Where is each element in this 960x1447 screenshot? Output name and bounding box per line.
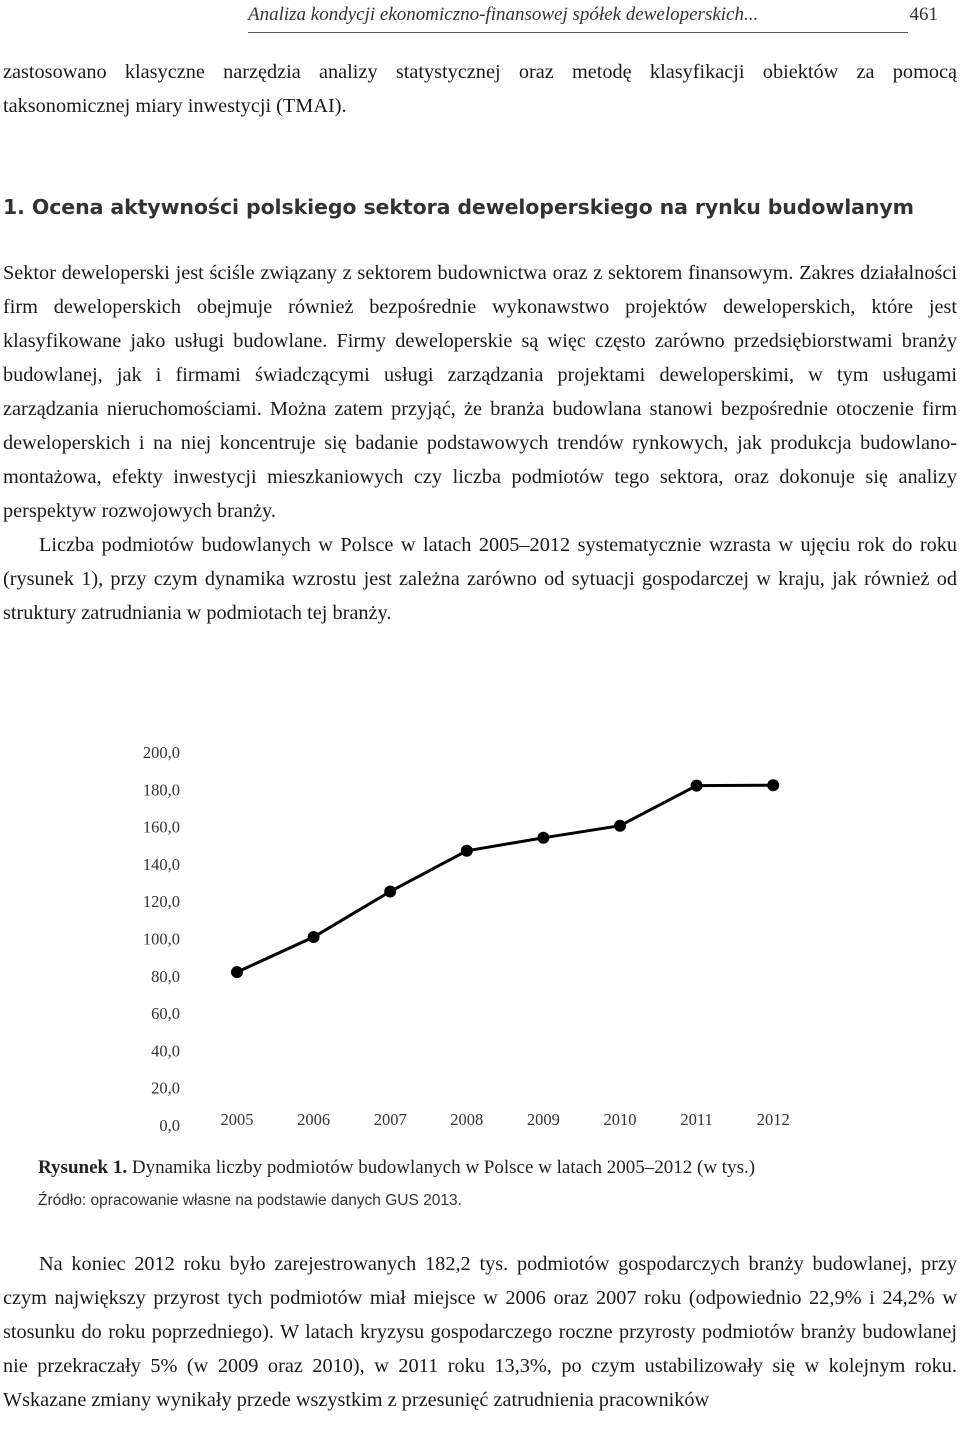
page-number: 461 xyxy=(909,4,938,25)
y-tick-label: 120,0 xyxy=(142,892,180,912)
series-line xyxy=(237,785,773,972)
data-point xyxy=(767,779,779,791)
y-tick-label: 0,0 xyxy=(159,1116,180,1135)
y-tick-label: 20,0 xyxy=(151,1078,180,1098)
header-rule xyxy=(248,32,908,33)
x-tick-label: 2005 xyxy=(220,1110,254,1129)
y-tick-label: 140,0 xyxy=(142,854,180,874)
x-tick-label: 2011 xyxy=(680,1110,713,1129)
series-markers xyxy=(231,779,779,978)
figure-source: Źródło: opracowanie własne na podstawie danych GUS 2013. xyxy=(38,1192,462,1209)
figure-caption-label: Rysunek 1. xyxy=(38,1157,128,1178)
x-tick-label: 2010 xyxy=(603,1110,637,1129)
y-tick-label: 80,0 xyxy=(151,966,180,986)
data-point xyxy=(308,931,320,943)
data-point xyxy=(614,820,626,832)
y-tick-label: 160,0 xyxy=(142,817,180,837)
x-tick-label: 2008 xyxy=(450,1110,484,1129)
y-tick-label: 60,0 xyxy=(151,1004,180,1024)
closing-paragraph: Na koniec 2012 roku było zarejestrowanych 182,2 tys. podmiotów gospodarczych branży budowlanej, przy czym największy przyrost tych podmiotów miał miejsce w 2006 oraz 2007 roku (odpowiednio 22,9% i 24,2% w stosunku do roku poprzedniego). W latach kryzysu gospodarczego roczne przyrosty podmiotów branży budowlanej nie przekraczały 5% (w 2009 oraz 2010), w 2011 roku 13,3%, po czym ustabilizowały się w kolejnym roku. Wskazane zmiany wynikały przede wszystkim z przesunięć zatrudnienia pracowników xyxy=(3,1253,957,1411)
y-tick-label: 40,0 xyxy=(151,1041,180,1061)
running-header xyxy=(248,2,938,32)
y-tick-label: 180,0 xyxy=(142,780,180,800)
y-tick-label: 200,0 xyxy=(142,743,180,762)
x-tick-label: 2006 xyxy=(297,1110,331,1129)
intro-paragraph: zastosowano klasyczne narzędzia analizy statystycznej oraz metodę klasyfikacji obiektów za pomocą taksonomicznej miary inwestycji (TMAI). xyxy=(3,61,957,117)
section-paragraph-2: Liczba podmiotów budowlanych w Polsce w latach 2005–2012 systematycznie wzrasta w ujęciu rok do roku (rysunek 1), przy czym dynamika wzrostu jest zależna zarówno od sytuacji gospodarczej w kraju, jak również od struktury zatrudniania w podmiotach tej branży. xyxy=(3,534,957,624)
x-axis-tick-labels xyxy=(221,1110,790,1129)
y-tick-label: 100,0 xyxy=(142,929,180,949)
data-point xyxy=(384,886,396,898)
section-heading: 1. Ocena aktywności polskiego sektora deweloperskiego na rynku budowlanym xyxy=(3,195,914,219)
line-chart xyxy=(0,730,960,1140)
x-tick-label: 2012 xyxy=(756,1110,790,1129)
figure-caption xyxy=(38,1157,938,1179)
running-title: Analiza kondycji ekonomiczno-finansowej spółek deweloperskich... xyxy=(248,4,759,25)
x-tick-label: 2009 xyxy=(526,1110,560,1129)
data-point xyxy=(461,845,473,857)
section-paragraph-1: Sektor deweloperski jest ściśle związany z sektorem budownictwa oraz z sektorem finansowym. Zakres działalności firm deweloperskich obejmuje również bezpośrednie wykonawstwo projektów deweloperskich, które jest klasyfikowane jako usługi budowlane. Firmy deweloperskie są więc często zarówno przedsiębiorstwami branży budowlanej, jak i firmami świadczącymi usługi zarządzania projektami deweloperskimi, w tym usługami zarządzania nieruchomościami. Można zatem przyjąć, że branża budowlana stanowi bezpośrednie otoczenie firm deweloperskich i na niej koncentruje się badanie podstawowych trendów rynkowych, jak produkcja budowlano-montażowa, efekty inwestycji mieszkaniowych czy liczba podmiotów tego sektora, oraz dokonuje się analizy perspektyw rozwojowych branży. xyxy=(3,262,957,522)
x-tick-label: 2007 xyxy=(373,1110,407,1129)
data-point xyxy=(231,966,243,978)
data-point xyxy=(537,832,549,844)
figure-caption-text: Dynamika liczby podmiotów budowlanych w Polsce w latach 2005–2012 (w tys.) xyxy=(127,1157,756,1178)
section-body xyxy=(3,256,957,630)
y-axis-tick-labels xyxy=(143,743,180,1135)
data-point xyxy=(691,780,703,792)
